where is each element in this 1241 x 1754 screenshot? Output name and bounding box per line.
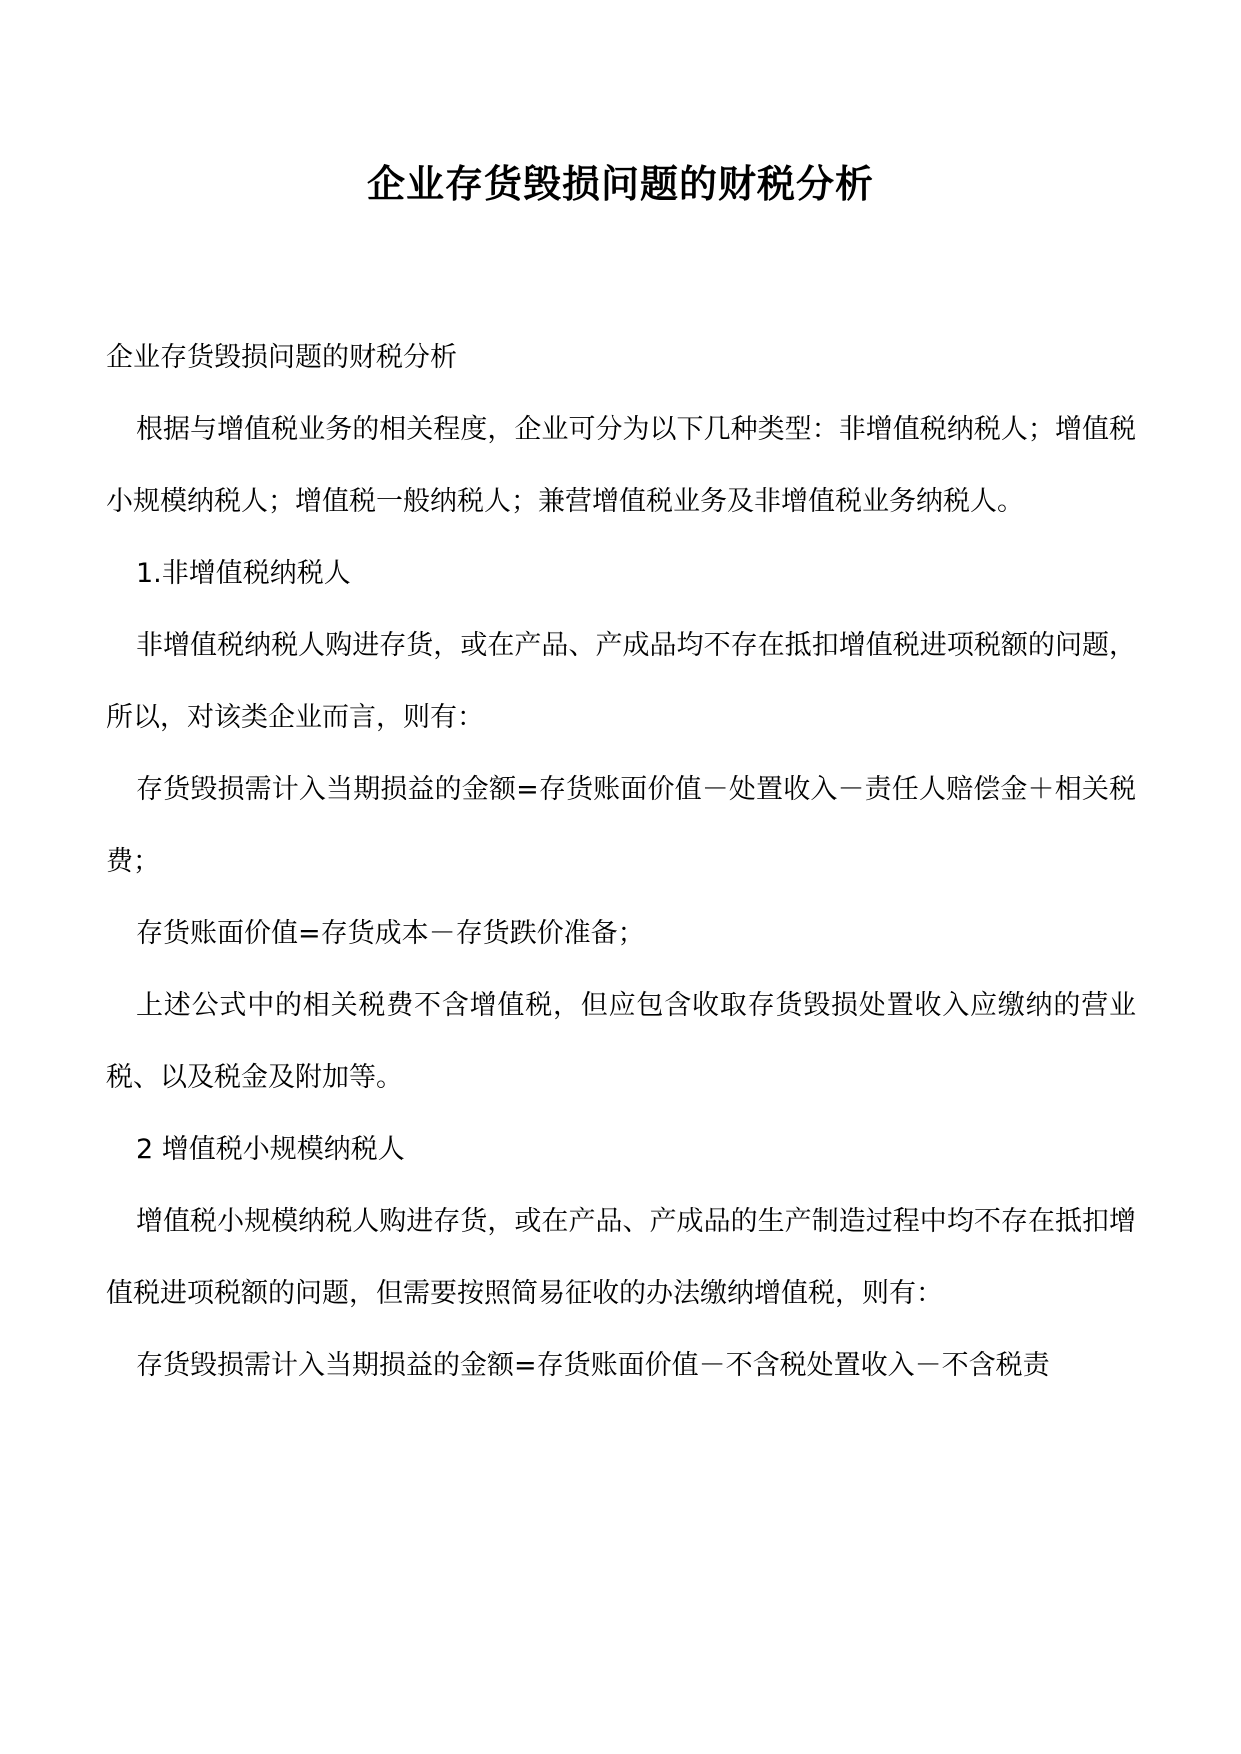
formula-loss-amount-small-scale: 存货毁损需计入当期损益的金额=存货账面价值－不含税处置收入－不含税责 [136,1350,1050,1381]
document-body [106,340,1136,1420]
paragraph-small-scale-purchase: 增值税小规模纳税人购进存货，或在产品、产成品的生产制造过程中均不存在抵扣增值税进项税额的问题，但需要按照简易征收的办法缴纳增值税，则有： [106,1206,1136,1309]
formula-loss-amount: 存货毁损需计入当期损益的金额=存货账面价值－处置收入－责任人赔偿金＋相关税费； [106,774,1136,877]
paragraph-related-taxes: 上述公式中的相关税费不含增值税，但应包含收取存货毁损处置收入应缴纳的营业税、以及税金及附加等。 [106,990,1136,1093]
section-heading-small-scale: 2 增值税小规模纳税人 [136,1134,405,1165]
paragraph-non-vat-purchase: 非增值税纳税人购进存货，或在产品、产成品均不存在抵扣增值税进项税额的问题，所以，对该类企业而言，则有： [106,630,1136,733]
section-heading-non-vat: 1.非增值税纳税人 [136,558,351,589]
page-title: 企业存货毁损问题的财税分析 [366,161,874,206]
formula-book-value: 存货账面价值=存货成本－存货跌价准备； [136,918,645,949]
paragraph-taxpayer-types: 根据与增值税业务的相关程度，企业可分为以下几种类型：非增值税纳税人；增值税小规模纳税人；增值税一般纳税人；兼营增值税业务及非增值税业务纳税人。 [106,414,1136,517]
paragraph-subtitle: 企业存货毁损问题的财税分析 [106,342,457,373]
